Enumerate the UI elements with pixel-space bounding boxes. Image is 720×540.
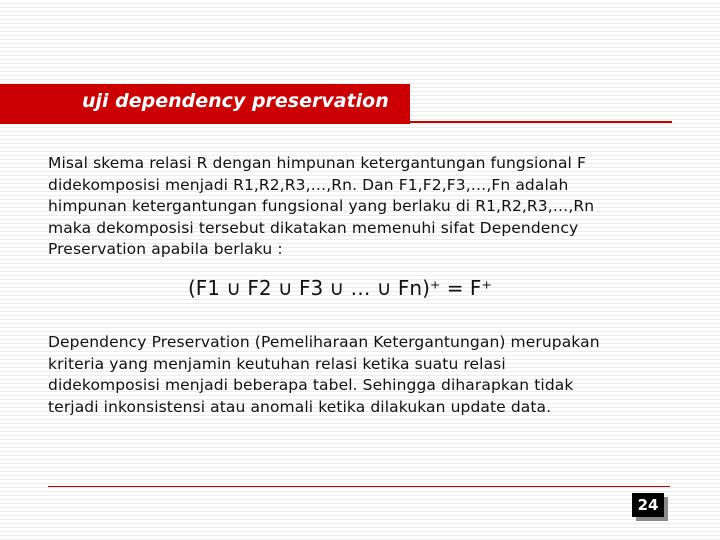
slide-title: uji dependency preservation [82,90,389,112]
paragraph-line: maka dekomposisi tersebut dikatakan memenuhi sifat Dependency [48,218,579,237]
footer-divider [48,486,670,487]
formula: (F1 ∪ F2 ∪ F3 ∪ … ∪ Fn)⁺ = F⁺ [188,276,492,300]
paragraph-definition [48,153,594,261]
paragraph-line: didekomposisi menjadi R1,R2,R3,…,Rn. Dan F1,F2,F3,…,Fn adalah [48,175,569,194]
paragraph-line: Dependency Preservation (Pemeliharaan Ketergantungan) merupakan [48,333,600,351]
title-underline [410,121,672,123]
paragraph-line: didekomposisi menjadi beberapa tabel. Sehingga diharapkan tidak [48,376,574,394]
paragraph-line: himpunan ketergantungan fungsional yang berlaku di R1,R2,R3,…,Rn [48,197,595,215]
paragraph-line: kriteria yang menjamin keutuhan relasi ketika suatu relasi [48,354,506,373]
paragraph-explanation [48,332,600,418]
paragraph-line: Preservation apabila berlaku : [48,240,283,258]
paragraph-line: Misal skema relasi R dengan himpunan ketergantungan fungsional F [48,154,587,172]
paragraph-line: terjadi inkonsistensi atau anomali ketika dilakukan update data. [48,397,552,416]
page-number: 24 [632,493,664,517]
